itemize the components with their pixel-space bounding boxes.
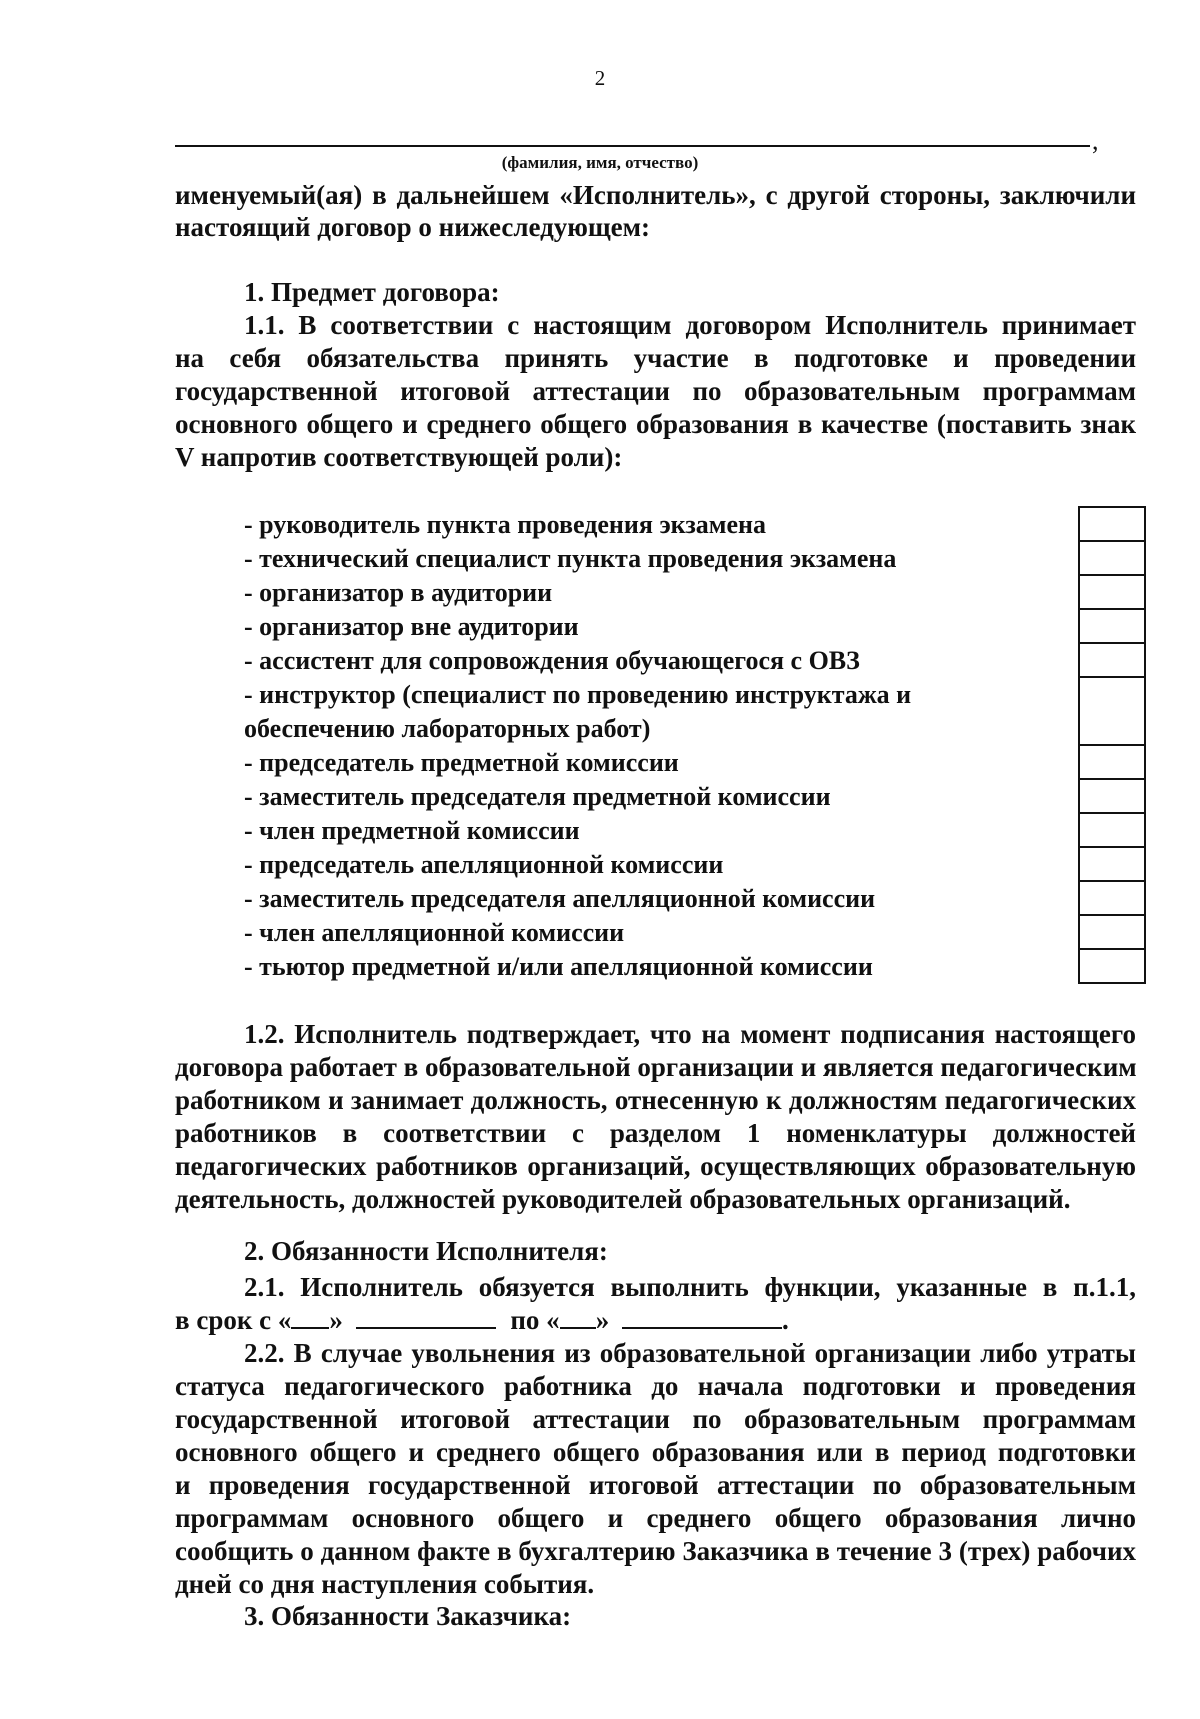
role-checkbox-column	[1078, 506, 1146, 984]
role-checkbox[interactable]	[1078, 676, 1146, 744]
term-quote-close-2: »	[595, 1305, 610, 1335]
fio-caption: (фамилия, имя, отчество)	[501, 153, 699, 172]
role-checkbox[interactable]	[1078, 812, 1146, 846]
role-item: - председатель апелляционной комиссии	[244, 850, 724, 879]
role-item: - инструктор (специалист по проведению инструктажа и обеспечению лабораторных работ)	[244, 680, 912, 743]
term-po: по «	[510, 1305, 560, 1335]
role-checkbox[interactable]	[1078, 948, 1146, 984]
role-checkbox[interactable]	[1078, 574, 1146, 608]
role-checkbox[interactable]	[1078, 506, 1146, 540]
role-item: - организатор в аудитории	[244, 578, 553, 607]
paragraph-line: V напротив соответствующей роли):	[175, 442, 623, 472]
paragraph-line: основного общего и среднего общего образования в качестве (поставить знак	[175, 409, 1136, 439]
fio-comma: ,	[1092, 126, 1099, 155]
paragraph-line: программам основного общего и среднего общего образования лично	[175, 1503, 1136, 1533]
term-line	[175, 1304, 1136, 1336]
intro-line-1: именуемый(ая) в дальнейшем «Исполнитель», с другой стороны, заключили	[175, 180, 1136, 210]
role-checkbox[interactable]	[1078, 608, 1146, 642]
section-2-heading: 2. Обязанности Исполнителя:	[244, 1236, 608, 1266]
page-number: 2	[594, 66, 606, 90]
end-day-blank[interactable]	[560, 1305, 596, 1329]
role-item: - тьютор предметной и/или апелляционной комиссии	[244, 952, 873, 981]
paragraph-line: и проведения государственной итоговой аттестации по образовательным	[175, 1470, 1136, 1500]
end-month-blank[interactable]	[622, 1305, 782, 1329]
term-quote-close-1: »	[329, 1305, 343, 1335]
paragraph-line: основного общего и среднего общего образования или в период подготовки	[175, 1437, 1136, 1467]
role-checkbox[interactable]	[1078, 846, 1146, 880]
role-item: - технический специалист пункта проведения экзамена	[244, 544, 897, 573]
role-checkbox[interactable]	[1078, 744, 1146, 778]
start-day-blank[interactable]	[291, 1305, 329, 1329]
paragraph-line: педагогических работников организаций, осуществляющих образовательную	[175, 1151, 1136, 1181]
start-month-blank[interactable]	[356, 1305, 496, 1329]
role-item: - член предметной комиссии	[244, 816, 580, 845]
role-item: - заместитель председателя апелляционной комиссии	[244, 884, 876, 913]
role-item: - председатель предметной комиссии	[244, 748, 679, 777]
section-3-heading: 3. Обязанности Заказчика:	[244, 1601, 572, 1631]
paragraph-line: статуса педагогического работника до начала подготовки и проведения	[175, 1371, 1136, 1401]
section-2-paragraph-1-line: 2.1. Исполнитель обязуется выполнить функции, указанные в п.1.1,	[244, 1272, 1136, 1302]
paragraph-line: дней со дня наступления события.	[175, 1569, 595, 1599]
role-checkbox[interactable]	[1078, 540, 1146, 574]
paragraph-line: 1.1. В соответствии с настоящим договором Исполнитель принимает	[244, 310, 1136, 340]
role-item: - член апелляционной комиссии	[244, 918, 625, 947]
term-prefix: в срок с «	[175, 1305, 292, 1335]
role-checkbox[interactable]	[1078, 880, 1146, 914]
role-checkbox[interactable]	[1078, 914, 1146, 948]
term-end: .	[781, 1305, 789, 1335]
role-item: - ассистент для сопровождения обучающегося с ОВЗ	[244, 646, 860, 675]
paragraph-line: работником и занимает должность, отнесенную к должностям педагогических	[175, 1085, 1136, 1115]
paragraph-line: на себя обязательства принять участие в подготовке и проведении	[175, 343, 1136, 373]
role-item: - руководитель пункта проведения экзамена	[244, 510, 766, 539]
paragraph-line: сообщить о данном факте в бухгалтерию Заказчика в течение 3 (трех) рабочих	[175, 1536, 1136, 1566]
section-1-heading: 1. Предмет договора:	[244, 277, 500, 307]
paragraph-line: 1.2. Исполнитель подтверждает, что на момент подписания настоящего	[244, 1019, 1136, 1049]
paragraph-line: государственной итоговой аттестации по образовательным программам	[175, 1404, 1136, 1434]
fio-blank-line	[175, 145, 1090, 147]
intro-line-2: настоящий договор о нижеследующем:	[175, 212, 651, 242]
role-item: - заместитель председателя предметной комиссии	[244, 782, 831, 811]
paragraph-line: 2.2. В случае увольнения из образовательной организации либо утраты	[244, 1338, 1136, 1368]
role-item: - организатор вне аудитории	[244, 612, 579, 641]
paragraph-line: договора работает в образовательной организации и является педагогическим	[175, 1052, 1137, 1082]
role-checkbox[interactable]	[1078, 642, 1146, 676]
roles-list	[244, 508, 944, 984]
role-checkbox[interactable]	[1078, 778, 1146, 812]
paragraph-line: работников в соответствии с разделом 1 номенклатуры должностей	[175, 1118, 1136, 1148]
paragraph-line: государственной итоговой аттестации по образовательным программам	[175, 376, 1136, 406]
paragraph-line: деятельность, должностей руководителей образовательных организаций.	[175, 1184, 1071, 1214]
